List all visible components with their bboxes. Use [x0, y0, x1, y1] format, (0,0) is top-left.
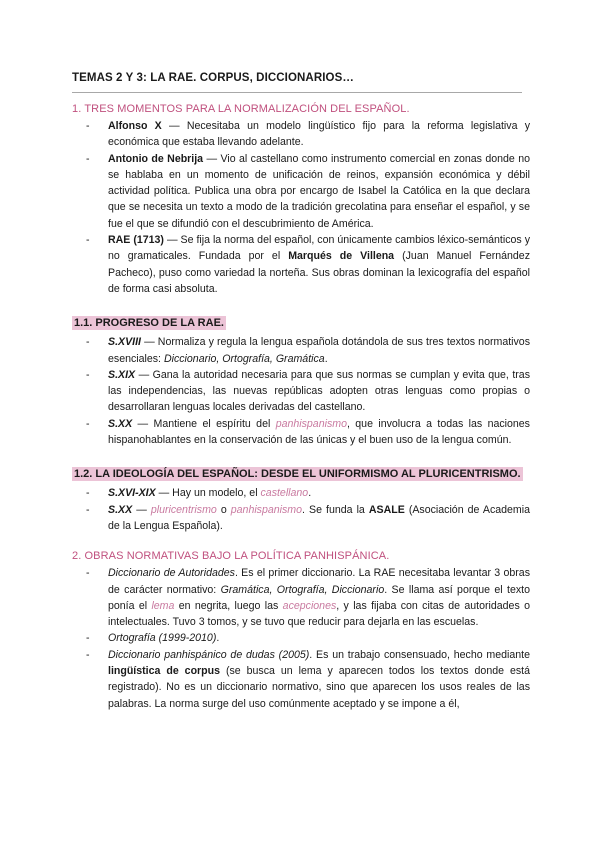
list-item-dpd: [72, 647, 530, 712]
dpd-term-corpus: lingüística de corpus: [108, 665, 220, 678]
xx-term-panhispanismo: panhispanismo: [275, 417, 347, 430]
xix-label: S.XIX: [108, 368, 136, 381]
section-1-2-list: [72, 485, 530, 534]
xx2-conj: o: [216, 503, 231, 516]
ortografia-text: .: [216, 632, 220, 645]
xx2-term-pluricentrismo: pluricentrismo: [150, 503, 217, 516]
autoridades-text-d: , y las fijaba con citas de autoridades o intelectuales. Tuvo 3 tomos, y se tuvo que reducir para dejarla en las escuelas.: [108, 599, 530, 629]
autoridades-term-acepciones: acepciones: [282, 599, 337, 612]
section-1-heading: 1. TRES MOMENTOS PARA LA NORMALIZACIÓN DEL ESPAÑOL.: [72, 103, 410, 115]
alfonso-text: — Necesitaba un modelo lingüístico fijo para la reforma legislativa y económica que estaba llevando adelante.: [108, 120, 530, 149]
autoridades-term-lema: lema: [151, 599, 175, 612]
xx-label: S.XX: [108, 417, 133, 430]
xvi-label: S.XVI-XIX: [108, 487, 156, 500]
list-item-xx-asale: [72, 502, 530, 535]
list-item-alfonso: [72, 118, 530, 151]
document-title: TEMAS 2 Y 3: LA RAE. CORPUS, DICCIONARIOS…: [72, 72, 354, 84]
xx2-term-panhispanismo: panhispanismo: [230, 503, 303, 516]
list-item-xvi-xix: [72, 485, 530, 501]
list-item-autoridades: [72, 565, 530, 630]
xix-text: — Gana la autoridad necesaria para que sus normas se cumplan y evita que, tras las independencias, las nuevas repúblicas adopten otras lenguas como propias o desarrollaran lenguas locales derivadas del castellano.: [108, 368, 530, 414]
xviii-text-b: .: [324, 352, 328, 365]
nebrija-name: Antonio de Nebrija: [108, 152, 204, 165]
xx-text-a: — Mantiene el espíritu del: [132, 417, 276, 430]
xviii-label: S.XVIII: [108, 336, 141, 349]
xviii-text-a: — Normaliza y regula la lengua española dotándola de sus tres textos normativos esenciales:: [108, 336, 530, 365]
alfonso-name: Alfonso X: [108, 120, 162, 132]
autoridades-text-a: . Es el primer diccionario. La RAE necesitaba levantar 3 obras de carácter normativo:: [108, 567, 530, 596]
dpd-text-b: (se busca un lema y aparecen todos los textos donde está registrado). No es un diccionario normativo, sino que aparecen los usos reales de las palabras. La norma surge del uso comúnmente aceptado y se impone a él,: [108, 665, 530, 710]
list-item-rae: [72, 232, 530, 297]
xviii-works: Diccionario, Ortografía, Gramática: [163, 352, 325, 365]
list-item-nebrija: [72, 151, 530, 232]
xvi-text-b: .: [308, 487, 312, 500]
section-2-list: [72, 565, 530, 712]
list-item-xix: [72, 367, 530, 416]
dpd-name: Diccionario panhispánico de dudas (2005): [108, 648, 310, 661]
list-item-ortografia: [72, 630, 530, 646]
xx2-org: ASALE: [368, 503, 405, 516]
xvi-text-a: — Hay un modelo, el: [155, 487, 261, 500]
section-1-2-heading: 1.2. LA IDEOLOGÍA DEL ESPAÑOL: DESDE EL UNIFORMISMO AL PLURICENTRISMO.: [74, 468, 521, 481]
nebrija-text: — Vio al castellano como instrumento comercial en zonas donde no se hablaba en un momento de unificación de reinos, expansión económica y débil actividad política. Publica una obra por encargo de Isabel la Católica en la que declara que se necesita un texto a modo de la tradición grecolatina para enseñar el español, y se fue el que se difundió con el descubrimiento de América.: [108, 152, 531, 230]
list-item-xx: [72, 416, 530, 449]
ortografia-name: Ortografía (1999-2010): [108, 632, 217, 645]
xvi-term-castellano: castellano: [260, 487, 309, 500]
dpd-text-a: . Es un trabajo consensuado, hecho mediante: [309, 648, 530, 661]
rae-text-b: (Juan Manuel Fernández Pacheco), puso como variedad la norteña. Sus obras dominan la lexicografía del español de forma casi absoluta.: [108, 250, 530, 295]
section-1-1-list: [72, 334, 530, 448]
list-item-xviii: [72, 334, 530, 367]
autoridades-name: Diccionario de Autoridades: [108, 567, 235, 580]
xx2-label: S.XX: [108, 503, 133, 516]
autoridades-works: Gramática, Ortografía, Diccionario: [220, 583, 385, 596]
rae-text-a: — Se fija la norma del español, con únicamente cambios léxico-semánticos y no gramaticales. Fundada por el: [108, 234, 530, 263]
xx-text-b: , que involucra a todas las naciones hispanohablantes en la conservación de las únicas y el buen uso de la lengua común.: [108, 417, 530, 447]
section-2-heading: 2. OBRAS NORMATIVAS BAJO LA POLÍTICA PANHISPÁNICA.: [72, 550, 390, 563]
section-1-1-heading: 1.1. PROGRESO DE LA RAE.: [74, 317, 224, 330]
title-divider: [72, 92, 522, 93]
xx2-text-b: (Asociación de Academia de la Lengua Española).: [108, 503, 530, 532]
xx2-dash: —: [132, 503, 151, 516]
section-1-list: [72, 118, 530, 297]
autoridades-text-c: en negrita, luego las: [174, 599, 283, 612]
autoridades-text-b: . Se llama así porque el texto ponía el: [108, 583, 530, 612]
xx2-text-a: . Se funda la: [302, 503, 369, 516]
rae-name: RAE (1713): [108, 234, 164, 247]
rae-founder: Marqués de Villena: [288, 250, 395, 263]
